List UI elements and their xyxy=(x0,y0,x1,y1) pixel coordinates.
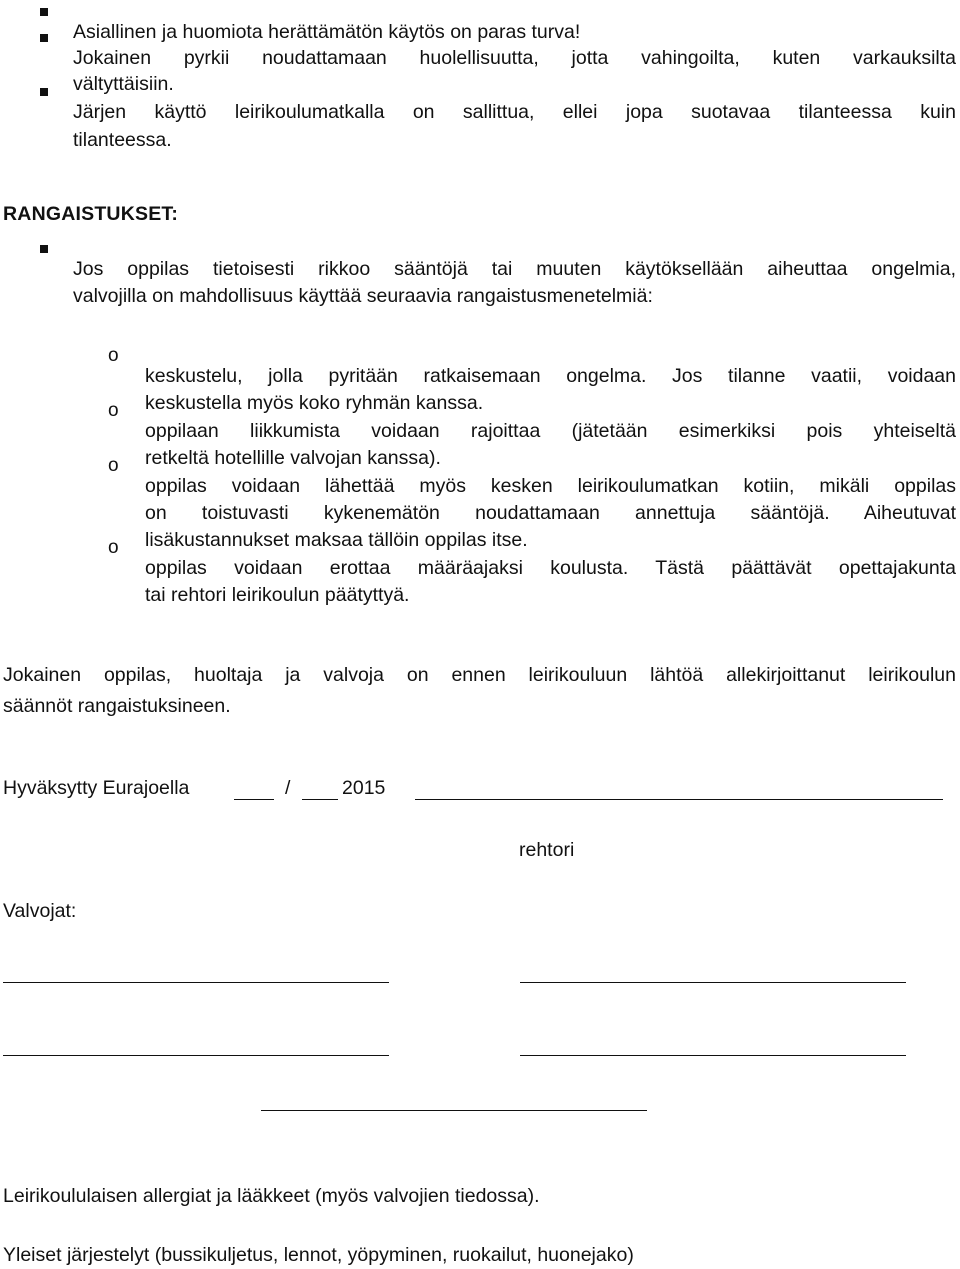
list-item-text: lisäkustannukset maksaa tällöin oppilas itse. xyxy=(145,528,528,551)
circle-bullet-icon: o xyxy=(108,537,119,558)
square-bullet-icon xyxy=(40,245,48,253)
day-blank[interactable] xyxy=(234,799,274,800)
list-item-text: oppilaan liikkumista voidaan rajoittaa (jätetään esimerkiksi pois yhteiseltä xyxy=(145,419,956,442)
supervisor-signature-line[interactable] xyxy=(520,982,906,983)
date-separator: / xyxy=(285,777,291,799)
bullet-text: vältyttäisiin. xyxy=(73,72,174,95)
list-item-text: oppilas voidaan erottaa määräajaksi koulusta. Tästä päättävät opettajakunta xyxy=(145,556,956,579)
list-item-text: tai rehtori leirikoulun päätyttyä. xyxy=(145,583,410,606)
bullet-text: Järjen käyttö leirikoulumatkalla on sallittua, ellei jopa suotavaa tilanteessa kuin xyxy=(73,100,956,123)
square-bullet-icon xyxy=(40,8,48,16)
square-bullet-icon xyxy=(40,34,48,42)
principal-title: rehtori xyxy=(519,839,575,861)
allergies-line: Leirikoululaisen allergiat ja lääkkeet (myös valvojien tiedossa). xyxy=(3,1184,540,1207)
supervisor-signature-line[interactable] xyxy=(261,1110,647,1111)
supervisor-signature-line[interactable] xyxy=(520,1055,906,1056)
paragraph-line: säännöt rangaistuksineen. xyxy=(3,694,231,717)
circle-bullet-icon: o xyxy=(108,345,119,366)
paragraph-line: Jokainen oppilas, huoltaja ja valvoja on ennen leirikouluun lähtöä allekirjoittanut leirikoulun xyxy=(3,663,956,686)
bullet-text: valvojilla on mahdollisuus käyttää seuraavia rangaistusmenetelmiä: xyxy=(73,284,653,307)
approval-year: 2015 xyxy=(342,777,386,799)
principal-signature-line[interactable] xyxy=(415,799,943,800)
circle-bullet-icon: o xyxy=(108,400,119,421)
circle-bullet-icon: o xyxy=(108,455,119,476)
supervisors-label: Valvojat: xyxy=(3,900,77,922)
supervisor-signature-line[interactable] xyxy=(3,1055,389,1056)
bullet-text: Jos oppilas tietoisesti rikkoo sääntöjä tai muuten käytöksellään aiheuttaa ongelmia, xyxy=(73,257,956,280)
bullet-text: Asiallinen ja huomiota herättämätön käytös on paras turva! xyxy=(73,20,581,43)
supervisor-signature-line[interactable] xyxy=(3,982,389,983)
list-item-text: retkeltä hotellille valvojan kanssa). xyxy=(145,446,441,469)
list-item-text: oppilas voidaan lähettää myös kesken leirikoulumatkan kotiin, mikäli oppilas xyxy=(145,474,956,497)
general-arrangements-line: Yleiset järjestelyt (bussikuljetus, lennot, yöpyminen, ruokailut, huonejako) xyxy=(3,1243,634,1266)
square-bullet-icon xyxy=(40,88,48,96)
section-heading: RANGAISTUKSET: xyxy=(3,203,179,226)
approval-label: Hyväksytty Eurajoella xyxy=(3,777,190,799)
list-item-text: keskustella myös koko ryhmän kanssa. xyxy=(145,391,484,414)
bullet-text: tilanteessa. xyxy=(73,128,172,151)
month-blank[interactable] xyxy=(302,799,338,800)
list-item-text: keskustelu, jolla pyritään ratkaisemaan ongelma. Jos tilanne vaatii, voidaan xyxy=(145,364,956,387)
list-item-text: on toistuvasti kykenemätön noudattamaan annettuja sääntöjä. Aiheutuvat xyxy=(145,501,956,524)
bullet-text: Jokainen pyrkii noudattamaan huolellisuutta, jotta vahingoilta, kuten varkauksilta xyxy=(73,46,956,69)
